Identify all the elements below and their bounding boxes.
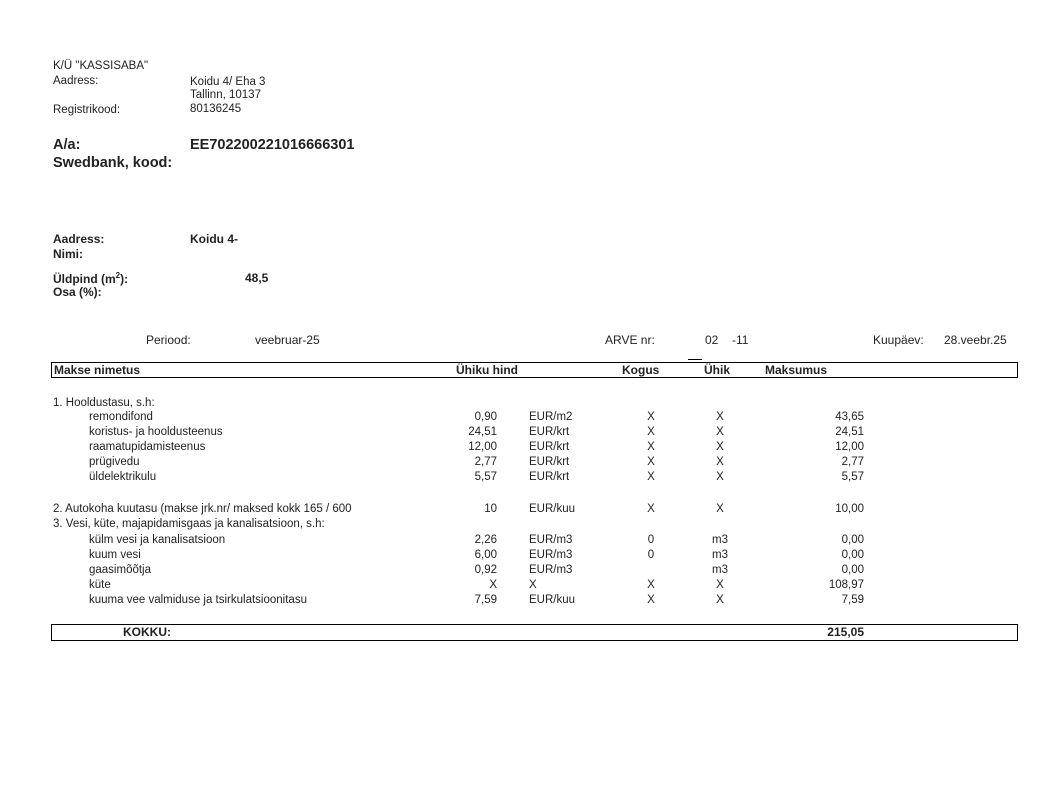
date-value: 28.veebr.25 xyxy=(944,333,1007,347)
row-amount: 108,97 xyxy=(828,579,864,591)
row-unit: X xyxy=(716,411,724,423)
row-unit: X xyxy=(716,441,724,453)
row-unit: m3 xyxy=(712,549,728,561)
row-amount: 12,00 xyxy=(835,441,864,453)
customer-name-label: Nimi: xyxy=(53,247,83,261)
customer-address-label: Aadress: xyxy=(53,232,105,246)
row-name: gaasimõõtja xyxy=(89,564,152,576)
date-label: Kuupäev: xyxy=(873,333,924,347)
row-unit: X xyxy=(716,456,724,468)
row-name: 2. Autokoha kuutasu (makse jrk.nr/ maksed kokk 165 / 600 xyxy=(53,503,352,515)
row-unit: m3 xyxy=(712,564,728,576)
row-unit-price: 2,26 xyxy=(474,534,497,546)
row-quantity: 0 xyxy=(647,534,655,546)
row-quantity: X xyxy=(647,471,655,483)
customer-area-label: Üldpind $(m^2)$: xyxy=(53,271,129,286)
bank-label: Swedbank, kood: xyxy=(53,155,173,171)
row-unit-price: 12,00 xyxy=(468,441,497,453)
row-price-unit: EUR/krt xyxy=(529,441,570,453)
row-unit-price: 24,51 xyxy=(468,426,497,438)
row-name: remondifond xyxy=(89,411,153,423)
row-quantity: 0 xyxy=(647,549,655,561)
row-name: raamatupidamisteenus xyxy=(89,441,206,453)
row-name: prügivedu xyxy=(89,456,140,468)
row-amount: 2,77 xyxy=(841,456,864,468)
row-unit: X xyxy=(716,426,724,438)
row-quantity: X xyxy=(647,579,655,591)
account-label: A/a: xyxy=(53,137,81,153)
row-unit: X xyxy=(716,503,724,515)
row-quantity: X xyxy=(647,503,655,515)
row-amount: 0,00 xyxy=(841,549,864,561)
table-row xyxy=(0,549,1052,563)
customer-share-label: Osa (%): xyxy=(53,285,102,299)
period-label: Periood: xyxy=(146,333,191,347)
row-name: kuuma vee valmiduse ja tsirkulatsioonitasu xyxy=(89,594,307,606)
row-amount: 7,59 xyxy=(841,594,864,606)
row-quantity: X xyxy=(647,426,655,438)
row-unit-price: 0,90 xyxy=(474,411,497,423)
invoice-number-b: -11 xyxy=(732,333,749,347)
total-label: KOKKU: xyxy=(123,625,171,639)
table-row xyxy=(0,441,1052,455)
row-quantity: X xyxy=(647,456,655,468)
table-row xyxy=(0,534,1052,548)
invoice-number-a: 02 xyxy=(705,333,719,347)
row-unit-price: 2,77 xyxy=(474,456,497,468)
row-quantity: X xyxy=(647,441,655,453)
row-name: 3. Vesi, küte, majapidamisgaas ja kanalisatsioon, s.h: xyxy=(53,518,325,530)
total-value: 215,05 xyxy=(827,625,864,639)
row-price-unit: X xyxy=(529,579,537,591)
row-unit-price: X xyxy=(489,579,497,591)
header-amount: Maksumus xyxy=(765,363,828,377)
period-value: veebruar-25 xyxy=(255,333,320,347)
issuer-address-line1: Koidu 4/ Eha 3 xyxy=(190,76,266,88)
table-row xyxy=(0,518,1052,532)
row-amount: 5,57 xyxy=(841,471,864,483)
row-name: koristus- ja hooldusteenus xyxy=(89,426,223,438)
row-price-unit: EUR/krt xyxy=(529,471,570,483)
row-amount: 10,00 xyxy=(835,503,864,515)
issuer-address-line2: Tallinn, 10137 xyxy=(190,89,261,101)
row-name: kuum vesi xyxy=(89,549,141,561)
header-unit: Ühik xyxy=(704,363,731,377)
table-row xyxy=(0,411,1052,425)
table-row xyxy=(0,594,1052,608)
row-price-unit: EUR/krt xyxy=(529,456,570,468)
row-name: üldelektrikulu xyxy=(89,471,157,483)
issuer-regcode-label: Registrikood: xyxy=(53,104,121,116)
issuer-name: K/Ü "KASSISABA" xyxy=(53,60,149,72)
row-amount: 43,65 xyxy=(835,411,864,423)
account-number: EE702200221016666301 xyxy=(190,137,355,153)
header-quantity: Kogus xyxy=(622,363,660,377)
table-row xyxy=(0,426,1052,440)
issuer-address-label: Aadress: xyxy=(53,75,99,87)
row-price-unit: EUR/krt xyxy=(529,426,570,438)
row-price-unit: EUR/m3 xyxy=(529,564,573,576)
table-header xyxy=(51,362,1018,378)
row-unit: m3 xyxy=(712,534,728,546)
row-quantity: X xyxy=(647,594,655,606)
header-tick xyxy=(688,359,702,360)
row-unit-price: 0,92 xyxy=(474,564,497,576)
row-amount: 0,00 xyxy=(841,534,864,546)
row-unit-price: 5,57 xyxy=(474,471,497,483)
row-price-unit: EUR/m3 xyxy=(529,549,573,561)
table-row xyxy=(0,579,1052,593)
row-name: küte xyxy=(89,579,111,591)
row-name: külm vesi ja kanalisatsioon xyxy=(89,534,226,546)
header-unit-price: Ühiku hind xyxy=(456,363,518,377)
row-unit: X xyxy=(716,471,724,483)
table-row xyxy=(0,564,1052,578)
table-row xyxy=(0,471,1052,485)
customer-address: Koidu 4- xyxy=(190,232,238,246)
customer-area-value: 48,5 xyxy=(245,271,269,285)
row-price-unit: EUR/m2 xyxy=(529,411,573,423)
row-unit-price: 6,00 xyxy=(474,549,497,561)
header-name: Makse nimetus xyxy=(54,363,141,377)
row-unit: X xyxy=(716,594,724,606)
row-price-unit: EUR/m3 xyxy=(529,534,573,546)
row-unit: X xyxy=(716,579,724,591)
row-name: 1. Hooldustasu, s.h: xyxy=(53,397,155,409)
row-price-unit: EUR/kuu xyxy=(529,503,576,515)
invoice-number-label: ARVE nr: xyxy=(605,333,655,347)
row-unit-price: 10 xyxy=(484,503,497,515)
row-unit-price: 7,59 xyxy=(474,594,497,606)
row-quantity: X xyxy=(647,411,655,423)
total-row xyxy=(51,624,1018,641)
row-price-unit: EUR/kuu xyxy=(529,594,576,606)
row-amount: 24,51 xyxy=(835,426,864,438)
table-row xyxy=(0,456,1052,470)
table-row xyxy=(0,503,1052,517)
table-row xyxy=(0,397,1052,411)
issuer-regcode: 80136245 xyxy=(190,103,242,115)
row-amount: 0,00 xyxy=(841,564,864,576)
